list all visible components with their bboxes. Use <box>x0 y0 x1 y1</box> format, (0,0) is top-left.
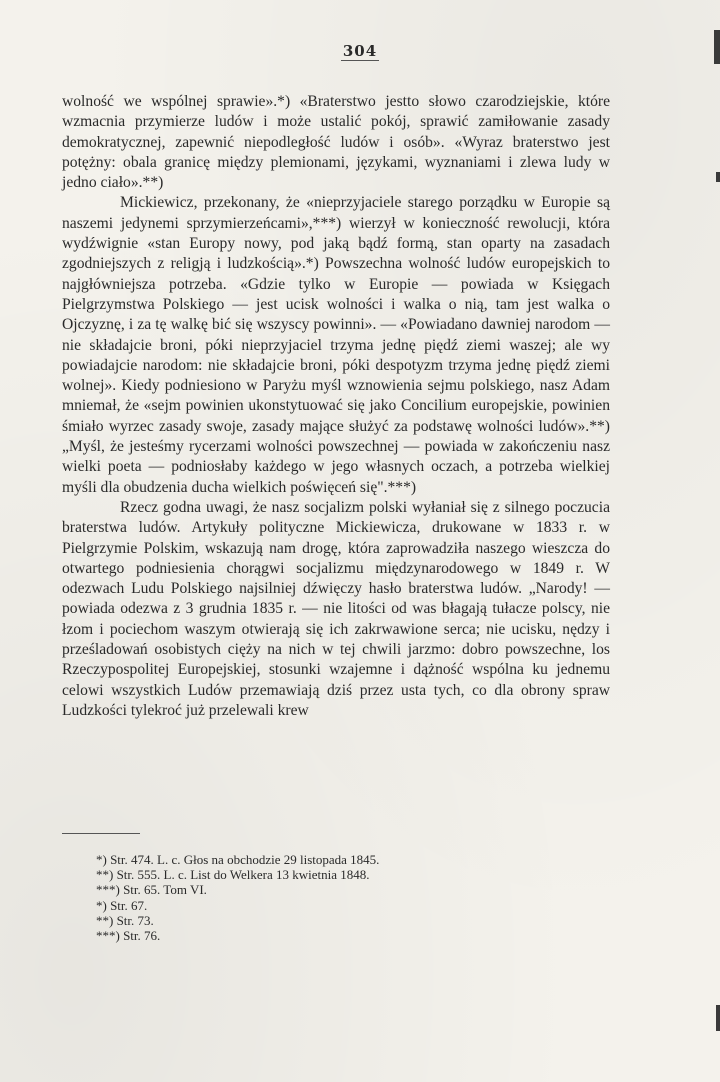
footnotes <box>96 852 576 943</box>
body-text <box>62 92 610 721</box>
footnote: ***) Str. 76. <box>96 928 161 944</box>
paragraph-3: Rzecz godna uwagi, że nasz socjalizm polski wyłaniał się z silnego poczucia braterstwa ludów. Artykuły polityczne Mickiewicza, drukowane w 1833 r. w Pielgrzymie Polskim, wskazują nam drogę, która zaprowadziła naszego wieszcza do otwartego podniesienia chorągwi socjalizmu międzynarodowego w 1849 r. W odezwach Ludu Polskiego najsilniej dźwięczy hasło braterstwa ludów. „Narody! — powiada odezwa z 3 grudnia 1835 r. — nie litości od was błagają tułacze polscy, nie łzom i pociechom waszym otwierają się ich zakrwawione serca; nie ucisku, nędzy i prześladowań osobistych cięży na nich w tej chwili jarzmo: dobro powszechne, los Rzeczypospolitej Europejskiej, stosunki wzajemne i dążność wspólna ku jednemu celowi wszystkich Ludów przemawiają dziś przez usta tych, co dla obrony spraw Ludzkości tylekroć już przelewali krew <box>62 498 610 719</box>
footnote: **) Str. 73. <box>96 912 154 928</box>
page-edge-mark <box>716 172 720 182</box>
footnote-separator <box>62 833 140 834</box>
footnote: ***) Str. 65. Tom VI. <box>96 882 207 898</box>
paragraph-2: Mickiewicz, przekonany, że «nieprzyjaciele starego porządku w Europie są naszemi jedynemi sprzymierzeńcami»,***) wierzył w konieczność rewolucji, która wydźwignie «stan Europy nowy, pod jaką bądź formą, stan oparty na zasadach zgodniejszych z religją i ludzkością».*) Powszechna wolność ludów europejskich to najgłówniejsza potrzeba. «Gdzie tylko w Europie — powiada w Księgach Pielgrzymstwa Polskiego — jest ucisk wolności i walka o nią, tam jest walka o Ojczyznę, i za tę walkę bić się wszyscy powinni». — «Powiadano dawniej narodom — nie składajcie broni, póki nieprzyjaciel trzyma jednę piędź ziemi waszej; ale wy powiadajcie narodom: nie składajcie broni, póki despotyzm trzyma jednę piędź ziemi wolnej». Kiedy podniesiono w Paryżu myśl wznowienia sejmu polskiego, nasz Adam mniemał, że «sejm powinien ukonstytuować się jako Concilium europejskie, powinien śmiało wyrzec zasady swoje, zasady mające służyć za podstawę wolności ludów».**) „Myśl, że jesteśmy rycerzami wolności powszechnej — powiada w zakończeniu nasz wielki poeta — podniosłaby każdego w jego własnych oczach, a potrzeba wielkiej myśli dla obudzenia ducha wielkich poświęceń się".***) <box>62 194 610 496</box>
footnote: *) Str. 474. L. c. Głos na obchodzie 29 listopada 1845. <box>96 852 380 867</box>
page-edge-mark <box>716 1005 720 1031</box>
footnote: **) Str. 555. L. c. List do Welkera 13 kwietnia 1848. <box>96 867 370 883</box>
page-number <box>0 42 720 60</box>
footnote: *) Str. 67. <box>96 897 148 913</box>
page-number-text: 304 <box>342 42 378 60</box>
paragraph-1: wolność we wspólnej sprawie».*) «Braterstwo jestto słowo czarodziejskie, które wzmacnia przymierze ludów i może ustalić pokój, sprawić zamiłowanie zasady demokratycznej, zapewnić niepodległość ludów i osób». «Wyraz braterstwo jest potężny: obala granicę między plemionami, językami, wyznaniami i zlewa ludy w jedno ciało».**) <box>62 93 610 192</box>
